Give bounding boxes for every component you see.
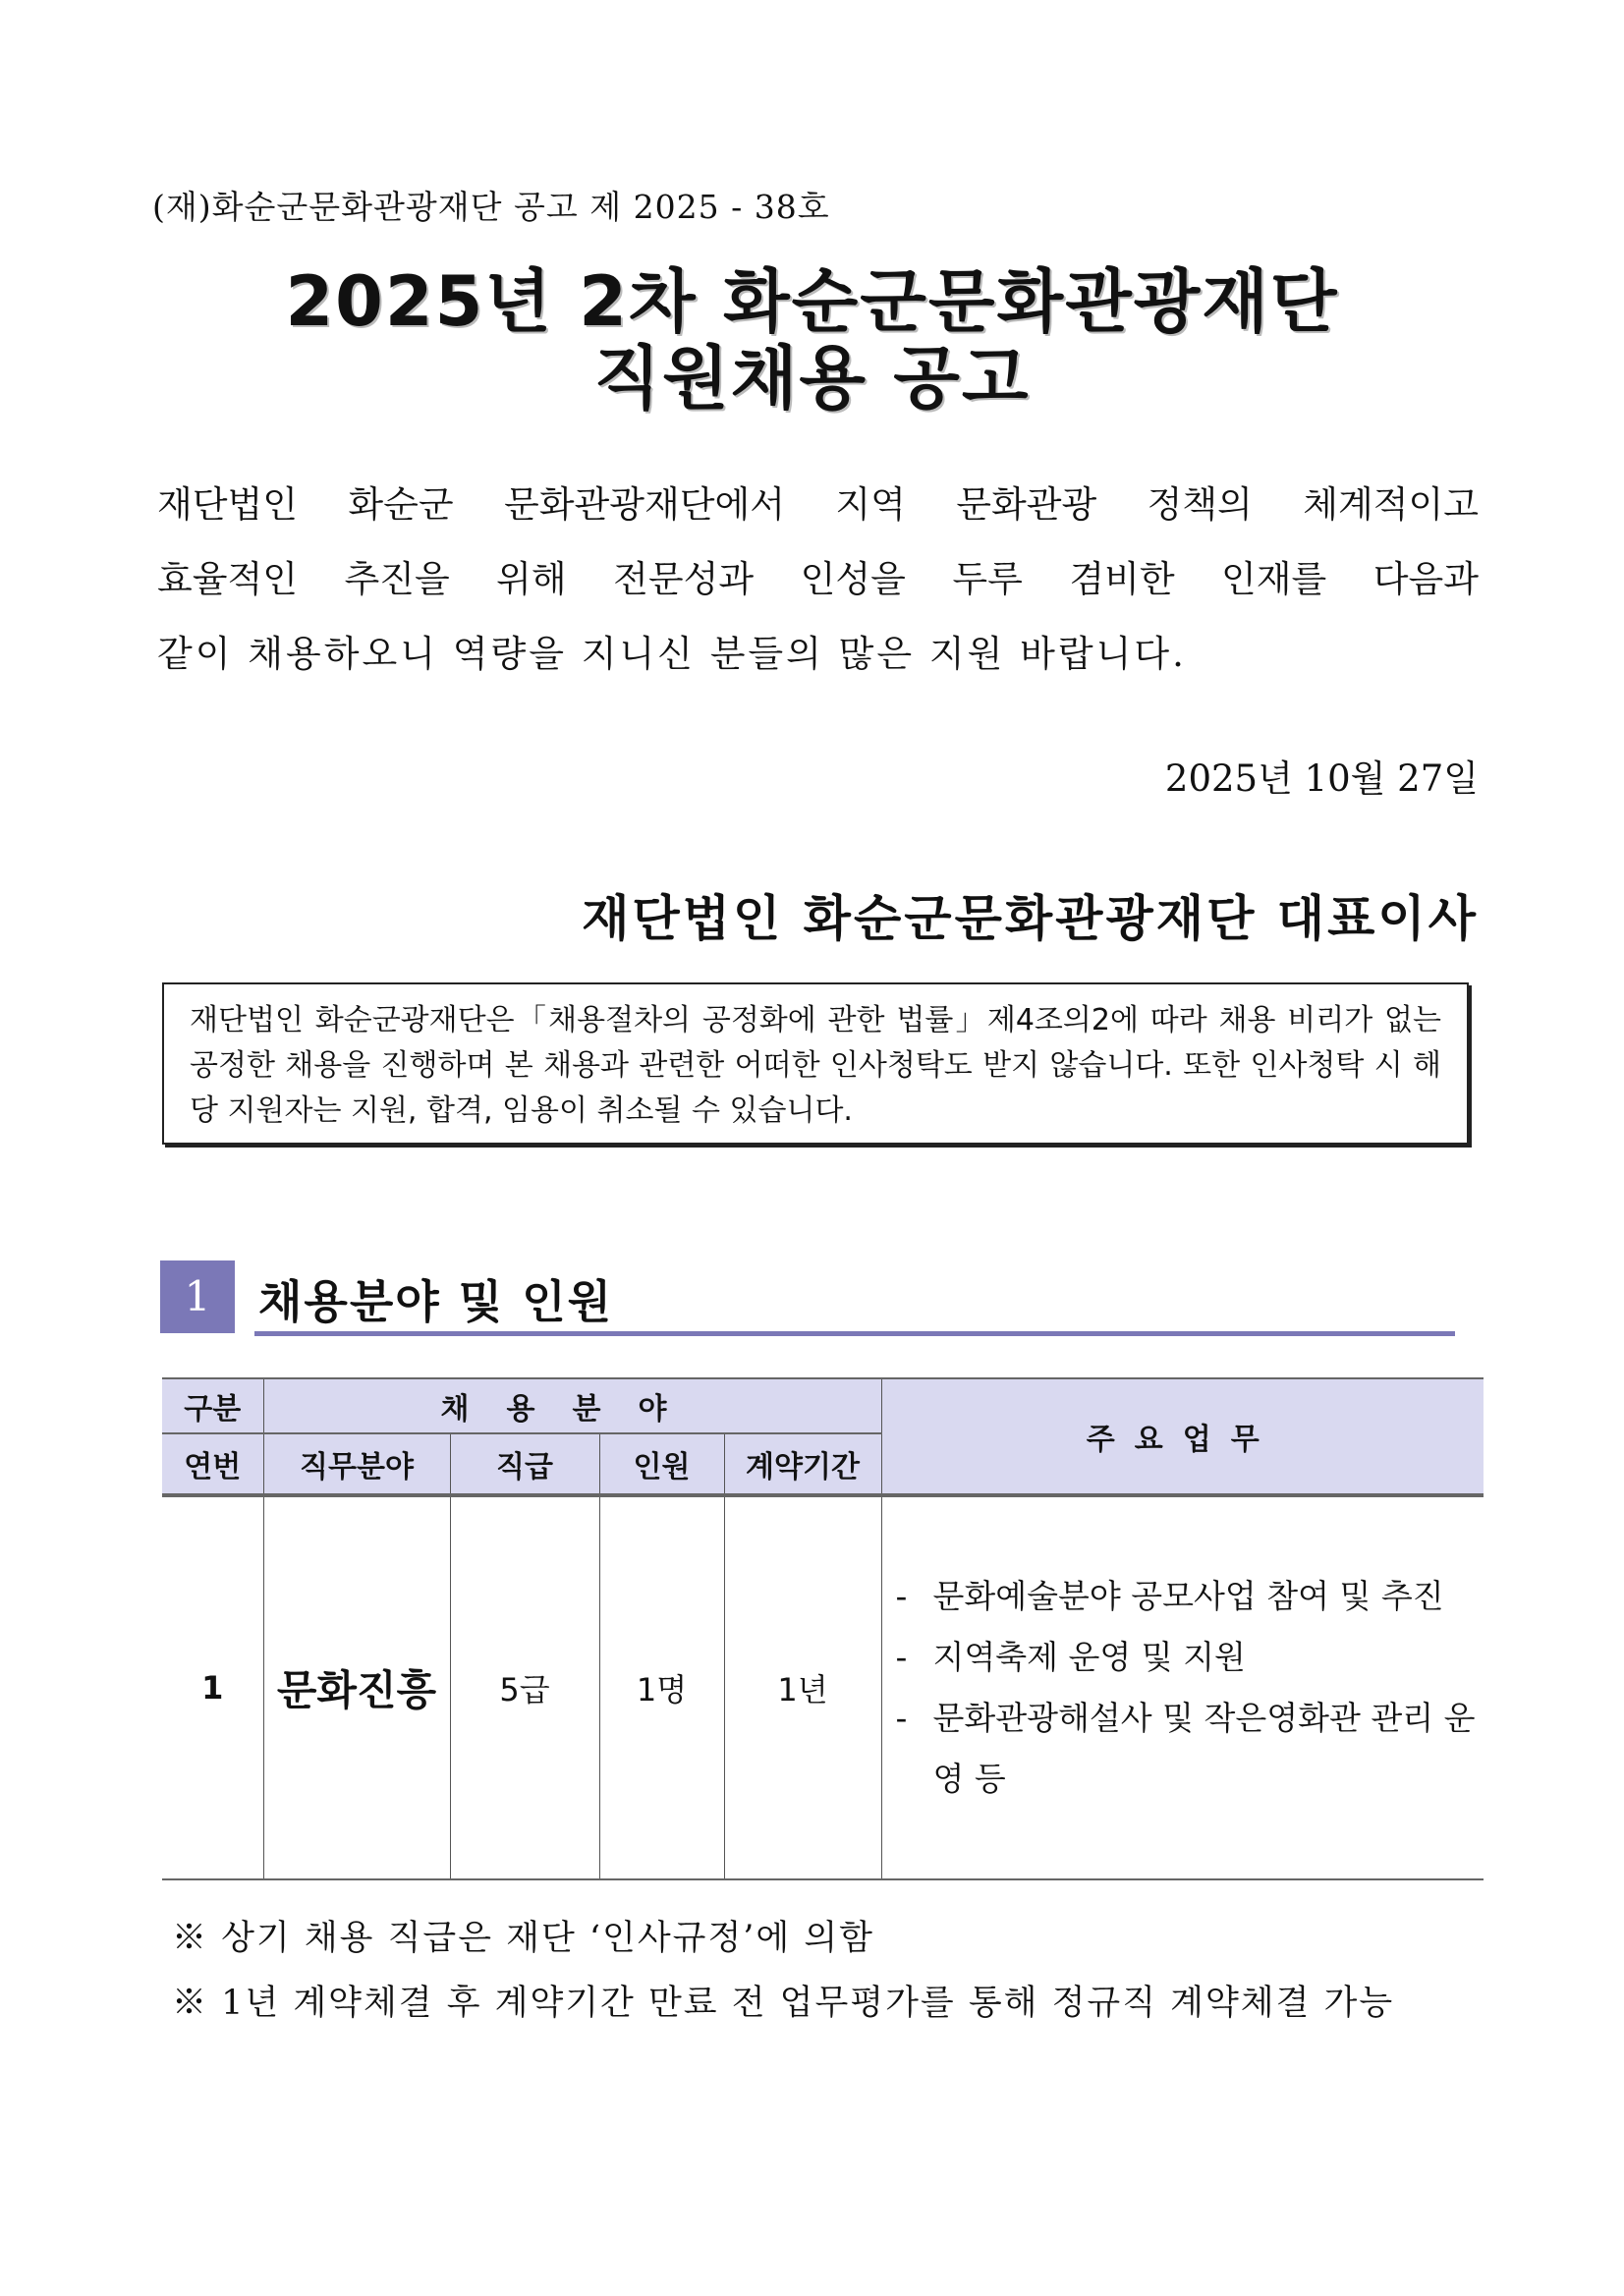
notice-number: (재)화순군문화관광재단 공고 제 2025 - 38호 <box>152 188 830 226</box>
table-row <box>162 1495 1484 1879</box>
intro-paragraph <box>157 468 1479 692</box>
section-number: 1 <box>160 1260 235 1333</box>
section-underline <box>254 1331 1455 1336</box>
cell-job-field: 문화진흥 <box>263 1495 450 1879</box>
duty-item: - 지역축제 운영 및 지원 <box>895 1638 1246 1676</box>
header-duties: 주요업무 <box>881 1378 1484 1495</box>
header-seq: 연번 <box>162 1433 263 1495</box>
header-contract: 계약기간 <box>724 1433 881 1495</box>
duty-item: - 문화예술분야 공모사업 참여 및 추진 <box>895 1577 1444 1615</box>
section-title: 채용분야 및 인원 <box>258 1275 614 1328</box>
table-header-row <box>162 1378 1484 1433</box>
header-headcount: 인원 <box>599 1433 724 1495</box>
notes <box>172 1906 1394 2036</box>
fairness-notice-box <box>162 982 1469 1145</box>
page-title-line1: 2025년 2차 화순군문화관광재단 <box>285 261 1339 342</box>
header-grade: 직급 <box>450 1433 599 1495</box>
note-item: ※ 상기 채용 직급은 재단 ‘인사규정’에 의함 <box>172 1919 874 1958</box>
header-field: 채용분야 <box>263 1378 881 1433</box>
header-category: 구분 <box>162 1378 263 1433</box>
page-title-line2: 직원채용 공고 <box>593 338 1031 419</box>
intro-line: 재단법인 화순군 문화관광재단에서 지역 문화관광 정책의 체계적이고 <box>157 483 1479 526</box>
note-item: ※ 1년 계약체결 후 계약기간 만료 전 업무평가를 통해 정규직 계약체결 가능 <box>172 1984 1395 2023</box>
intro-line: 효율적인 추진을 위해 전문성과 인성을 두루 겸비한 인재를 다음과 <box>157 558 1479 600</box>
recruitment-table <box>162 1377 1484 1880</box>
intro-line: 같이 채용하오니 역량을 지니신 분들의 많은 지원 바랍니다. <box>157 633 1187 675</box>
cell-grade: 5급 <box>450 1495 599 1879</box>
announcement-date: 2025년 10월 27일 <box>1164 757 1479 800</box>
cell-contract: 1년 <box>724 1495 881 1879</box>
cell-seq: 1 <box>162 1495 263 1879</box>
header-job-field: 직무분야 <box>263 1433 450 1495</box>
signatory: 재단법인 화순군문화관광재단 대표이사 <box>582 889 1479 947</box>
section-header <box>160 1260 1457 1339</box>
cell-duties <box>881 1495 1484 1879</box>
duty-item: - 문화관광해설사 및 작은영화관 관리 운영 등 <box>895 1699 1476 1798</box>
cell-headcount: 1명 <box>599 1495 724 1879</box>
fairness-notice-text: 재단법인 화순군광재단은「채용절차의 공정화에 관한 법률」제4조의2에 따라 채용 비리가 없는 공정한 채용을 진행하며 본 채용과 관련한 어떠한 인사청탁도 받지 않습니다. 또한 인사청탁 시 해당 지원자는 지원, 합격, 임용이 취소될 수 있습니다. <box>190 1003 1441 1128</box>
